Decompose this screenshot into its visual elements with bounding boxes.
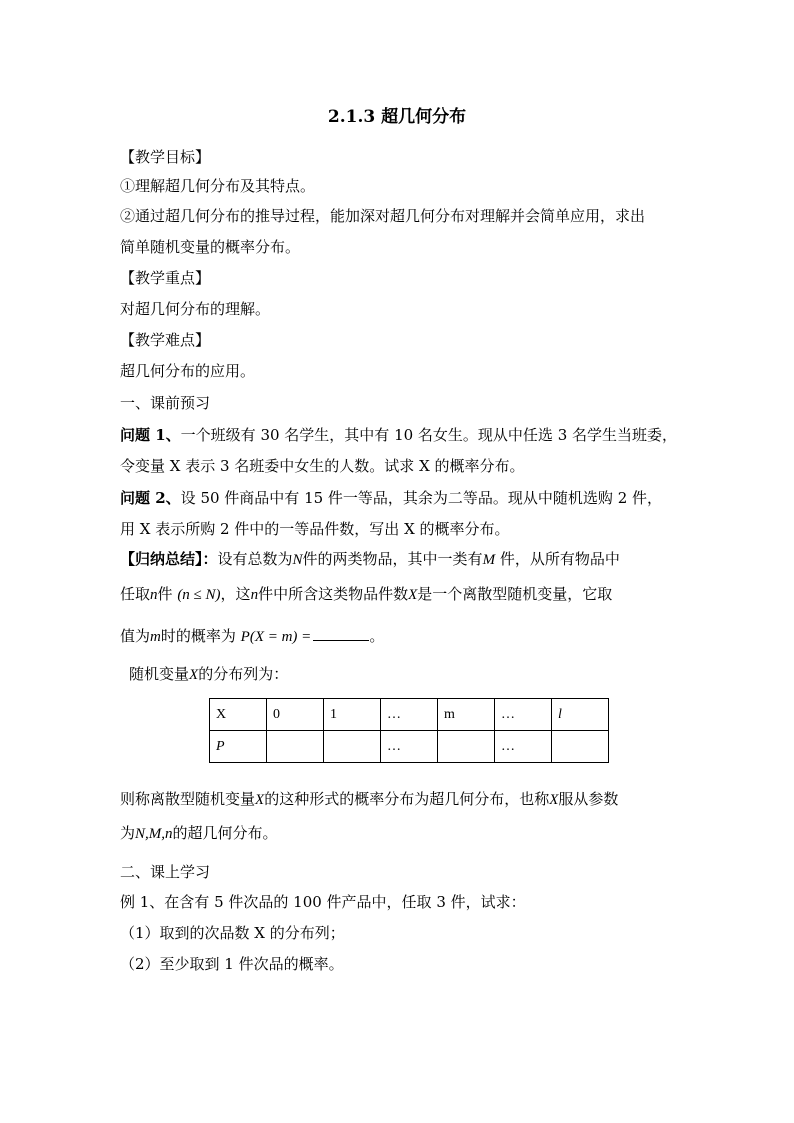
table-cell xyxy=(552,731,609,763)
summary-text: 值为 xyxy=(120,627,151,645)
table-cell: P xyxy=(210,731,267,763)
conclusion-text: 的超几何分布。 xyxy=(172,824,278,842)
table-cell: … xyxy=(495,699,552,731)
table-cell: m xyxy=(438,699,495,731)
answer-blank xyxy=(313,626,369,641)
question-2-label: 问题 2、 xyxy=(120,489,181,507)
variable-n: n xyxy=(150,587,158,603)
difficulty-text: 超几何分布的应用。 xyxy=(120,362,256,380)
example-1-part-2: （2）至少取到 1 件次品的概率。 xyxy=(120,955,344,973)
intro-text: 随机变量 xyxy=(129,665,190,683)
table-cell xyxy=(324,731,381,763)
summary-line-2 xyxy=(120,584,612,605)
intro-text: 的分布列为： xyxy=(198,665,289,683)
summary-text: 时的概率为 xyxy=(160,627,236,645)
variable-X: X xyxy=(255,792,265,808)
table-cell: l xyxy=(552,699,609,731)
conclusion-text: 则称离散型随机变量 xyxy=(120,790,256,808)
summary-text: 设有总数为 xyxy=(217,550,293,568)
summary-line-3 xyxy=(120,626,384,647)
example-1: 例 1、在含有 5 件次品的 100 件产品中，任取 3 件，试求： xyxy=(120,893,526,911)
section-heading-preview: 一、课前预习 xyxy=(120,394,211,412)
question-2-line-1 xyxy=(120,488,662,508)
summary-label: 【归纳总结】： xyxy=(120,550,218,568)
distribution-intro xyxy=(129,664,288,685)
difficulty-heading: 【教学难点】 xyxy=(120,331,211,349)
summary-text: 。 xyxy=(369,627,385,645)
objective-1: ①理解超几何分布及其特点。 xyxy=(120,177,316,195)
table-row xyxy=(210,699,609,731)
table-cell: 0 xyxy=(267,699,324,731)
summary-text: 件，从所有物品中 xyxy=(495,550,620,568)
question-1-line-2: 令变量 X 表示 3 名班委中女生的人数。试求 X 的概率分布。 xyxy=(120,457,525,475)
example-1-part-1: （1）取到的次品数 X 的分布列； xyxy=(120,924,345,942)
summary-line-1 xyxy=(120,549,620,570)
objective-2-line-2: 简单随机变量的概率分布。 xyxy=(120,238,301,256)
variable-n: n xyxy=(250,587,259,603)
summary-text: 是一个离散型随机变量，它取 xyxy=(417,585,613,603)
variable-N: N xyxy=(292,552,303,568)
key-heading: 【教学重点】 xyxy=(120,269,211,287)
distribution-table xyxy=(209,698,609,763)
variable-M: M xyxy=(482,552,496,568)
table-row xyxy=(210,731,609,763)
variable-X: X xyxy=(549,792,559,808)
conclusion-text: 的这种形式的概率分布为超几何分布，也称 xyxy=(264,790,550,808)
section-heading-class: 二、课上学习 xyxy=(120,863,211,881)
summary-text: 件 xyxy=(157,585,173,603)
table-cell: … xyxy=(381,699,438,731)
question-1-line-1 xyxy=(120,425,677,445)
parameter-list: N,M,n xyxy=(135,826,173,842)
condition-formula: (n ≤ N) xyxy=(177,587,221,603)
summary-text: 任取 xyxy=(120,585,151,603)
table-cell: X xyxy=(210,699,267,731)
table-cell: 1 xyxy=(324,699,381,731)
question-2-text: 设 50 件商品中有 15 件一等品，其余为二等品。现从中随机选购 2 件， xyxy=(180,489,663,507)
conclusion-line-1 xyxy=(120,789,618,810)
table-cell xyxy=(438,731,495,763)
objectives-heading: 【教学目标】 xyxy=(120,148,211,166)
probability-formula: P(X = m) = xyxy=(240,629,312,645)
question-2-line-2: 用 X 表示所购 2 件中的一等品件数，写出 X 的概率分布。 xyxy=(120,520,510,538)
summary-text: 件中所含这类物品件数 xyxy=(258,585,409,603)
summary-text: 件的两类物品，其中一类有 xyxy=(302,550,483,568)
question-1-text: 一个班级有 30 名学生，其中有 10 名女生。现从中任选 3 名学生当班委， xyxy=(180,426,678,444)
conclusion-line-2 xyxy=(120,823,278,844)
page-title: 2.1.3 超几何分布 xyxy=(327,107,467,127)
table-cell: … xyxy=(381,731,438,763)
question-1-label: 问题 1、 xyxy=(120,426,181,444)
variable-X: X xyxy=(189,667,199,683)
table-cell: … xyxy=(495,731,552,763)
conclusion-text: 服从参数 xyxy=(558,790,619,808)
table-cell xyxy=(267,731,324,763)
variable-m: m xyxy=(150,629,161,645)
summary-text: ，这 xyxy=(220,585,251,603)
conclusion-text: 为 xyxy=(120,824,136,842)
variable-X: X xyxy=(408,587,418,603)
key-text: 对超几何分布的理解。 xyxy=(120,300,271,318)
objective-2-line-1: ②通过超几何分布的推导过程，能加深对超几何分布对理解并会简单应用，求出 xyxy=(120,207,646,225)
